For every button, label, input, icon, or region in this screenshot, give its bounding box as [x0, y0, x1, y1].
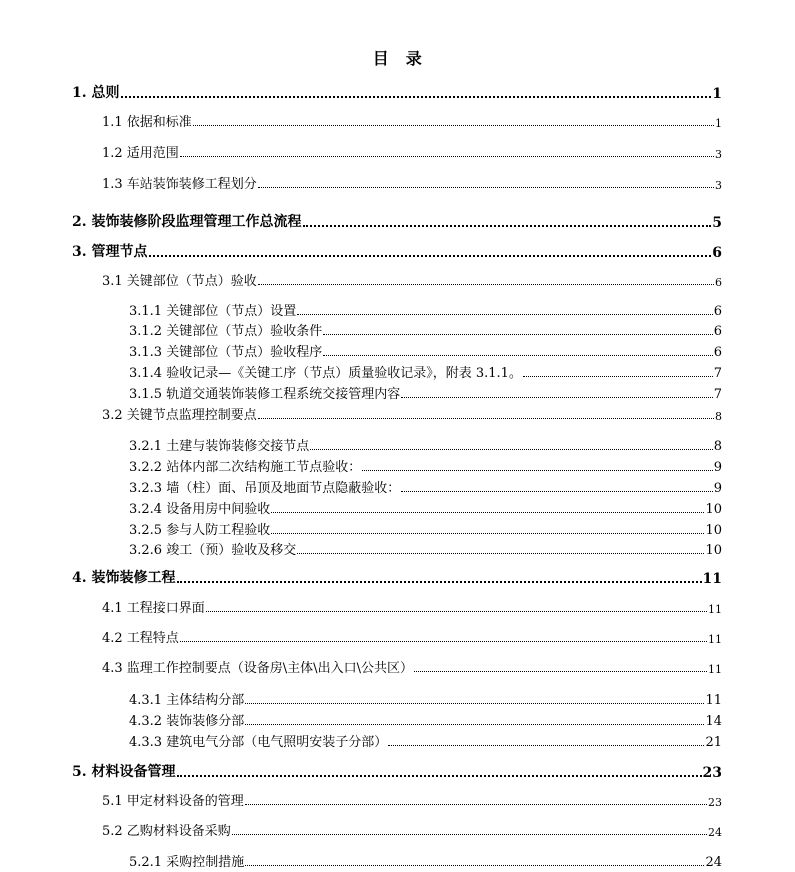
dot-leader — [258, 417, 714, 419]
toc-entry[interactable] — [72, 241, 722, 261]
toc-entry-label: 3. 管理节点 — [72, 244, 148, 260]
toc-entry-page: 6 — [713, 324, 722, 339]
toc-entry-label: 4.1 工程接口界面 — [102, 601, 205, 616]
toc-entry-page: 11 — [708, 633, 722, 646]
toc-entry-label: 5. 材料设备管理 — [72, 764, 176, 780]
dot-leader — [388, 744, 704, 746]
toc-entry-label: 5.1 甲定材料设备的管理 — [102, 794, 244, 809]
dot-leader — [414, 670, 707, 672]
toc-entry-page: 6 — [713, 345, 722, 360]
toc-entry[interactable] — [129, 689, 722, 708]
toc-entry[interactable] — [102, 270, 722, 289]
toc-entry[interactable] — [102, 657, 722, 676]
toc-entry[interactable] — [129, 477, 722, 496]
toc-entry[interactable] — [129, 300, 722, 319]
dot-leader — [245, 803, 707, 805]
dot-leader — [323, 333, 713, 335]
toc-entry-label: 1.2 适用范围 — [102, 146, 179, 161]
toc-entry-label: 4.3.1 主体结构分部 — [129, 693, 245, 708]
toc-entry[interactable] — [129, 498, 722, 517]
toc-entry-page: 1 — [712, 86, 722, 102]
toc-entry[interactable] — [129, 435, 722, 454]
dot-leader — [310, 448, 713, 450]
toc-entry-label: 3.2.5 参与人防工程验收 — [129, 523, 271, 538]
toc-entry-page: 8 — [713, 439, 722, 454]
dot-leader — [206, 610, 707, 612]
toc-entry[interactable] — [129, 731, 722, 750]
toc-entry[interactable] — [129, 341, 722, 360]
toc-entry[interactable] — [102, 790, 722, 809]
toc-entry-label: 1.1 依据和标准 — [102, 115, 192, 130]
toc-entry-label: 3.1.2 关键部位（节点）验收条件 — [129, 324, 323, 339]
dot-leader — [323, 354, 713, 356]
toc-entry-label: 3.1.5 轨道交通装饰装修工程系统交接管理内容 — [129, 387, 401, 402]
toc-entry-page: 5 — [712, 215, 722, 231]
dot-leader — [232, 833, 707, 835]
toc-entry-page: 11 — [702, 571, 722, 587]
toc-entry[interactable] — [102, 597, 722, 616]
toc-entry[interactable] — [102, 173, 722, 192]
toc-entry-page: 9 — [713, 481, 722, 496]
toc-entry[interactable] — [102, 404, 722, 423]
toc-entry-label: 3.2.1 土建与装饰装修交接节点 — [129, 439, 310, 454]
toc-entry[interactable] — [129, 362, 722, 381]
dot-leader — [362, 469, 713, 471]
toc-entry[interactable] — [129, 851, 722, 870]
toc-title: 目 录 — [372, 49, 423, 68]
toc-entry-page: 7 — [713, 366, 722, 381]
toc-entry-label: 4.2 工程特点 — [102, 631, 179, 646]
dot-leader — [258, 283, 714, 285]
dot-leader — [401, 396, 713, 398]
toc-entry[interactable] — [129, 383, 722, 402]
toc-entry[interactable] — [72, 761, 722, 781]
dot-leader — [303, 224, 712, 227]
toc-entry[interactable] — [72, 211, 722, 231]
dot-leader — [180, 640, 707, 642]
toc-entry[interactable] — [72, 82, 722, 102]
toc-entry-page: 7 — [713, 387, 722, 402]
toc-entry-page: 6 — [712, 245, 722, 261]
toc-entry-page: 24 — [705, 855, 722, 870]
toc-entry-page: 23 — [702, 765, 722, 781]
toc-entry[interactable] — [72, 567, 722, 587]
toc-entry[interactable] — [129, 320, 722, 339]
toc-entry[interactable] — [102, 820, 722, 839]
dot-leader — [177, 580, 702, 583]
toc-entry-page: 3 — [715, 179, 722, 192]
dot-leader — [271, 532, 704, 534]
toc-entry-page: 11 — [708, 663, 722, 676]
toc-entry-label: 2. 装饰装修阶段监理管理工作总流程 — [72, 214, 302, 230]
dot-leader — [271, 511, 704, 513]
toc-entry-page: 3 — [715, 148, 722, 161]
toc-entry-page: 10 — [705, 543, 722, 558]
toc-entry[interactable] — [102, 627, 722, 646]
toc-entry[interactable] — [102, 142, 722, 161]
toc-entry-page: 9 — [713, 460, 722, 475]
toc-entry-page: 23 — [708, 796, 722, 809]
dot-leader — [401, 490, 713, 492]
toc-entry-page: 6 — [715, 276, 722, 289]
toc-entry[interactable] — [129, 519, 722, 538]
toc-entry-label: 1.3 车站装饰装修工程划分 — [102, 177, 257, 192]
dot-leader — [180, 155, 714, 157]
dot-leader — [177, 774, 702, 777]
dot-leader — [149, 254, 712, 257]
dot-leader — [258, 186, 714, 188]
toc-entry-label: 3.2.6 竣工（预）验收及移交 — [129, 543, 297, 558]
dot-leader — [193, 124, 714, 126]
toc-entry-label: 4.3 监理工作控制要点（设备房\主体\出入口\公共区） — [102, 661, 413, 676]
dot-leader — [245, 723, 704, 725]
toc-entry-label: 3.1.1 关键部位（节点）设置 — [129, 304, 297, 319]
dot-leader — [297, 552, 704, 554]
toc-entry-page: 11 — [708, 603, 722, 616]
toc-entry[interactable] — [129, 710, 722, 729]
toc-entry-page: 14 — [705, 714, 722, 729]
toc-entry[interactable] — [129, 456, 722, 475]
toc-entry-label: 3.2.4 设备用房中间验收 — [129, 502, 271, 517]
dot-leader — [245, 702, 704, 704]
toc-entry[interactable] — [102, 111, 722, 130]
toc-entry-label: 4.3.2 装饰装修分部 — [129, 714, 245, 729]
toc-entry-label: 3.2.3 墙（柱）面、吊顶及地面节点隐蔽验收： — [129, 481, 401, 496]
toc-entry[interactable] — [129, 539, 722, 558]
toc-entry-label: 1. 总则 — [72, 85, 120, 101]
toc-entry-page: 21 — [705, 735, 722, 750]
toc-entry-label: 4.3.3 建筑电气分部（电气照明安装子分部） — [129, 735, 388, 750]
dot-leader — [297, 313, 713, 315]
toc-entry-page: 24 — [708, 826, 722, 839]
toc-entry-label: 3.1.4 验收记录—《关键工序（节点）质量验收记录》，附表 3.1.1。 — [129, 366, 522, 381]
toc-entry-label: 3.1.3 关键部位（节点）验收程序 — [129, 345, 323, 360]
toc-entry-label: 4. 装饰装修工程 — [72, 570, 176, 586]
toc-entry-page: 6 — [713, 304, 722, 319]
toc-entry-page: 11 — [705, 693, 722, 708]
toc-entry-label: 3.2 关键节点监理控制要点 — [102, 408, 257, 423]
toc-entry-label: 3.2.2 站体内部二次结构施工节点验收： — [129, 460, 362, 475]
toc-entry-label: 3.1 关键部位（节点）验收 — [102, 274, 257, 289]
dot-leader — [121, 95, 712, 98]
toc-entry-label: 5.2.1 采购控制措施 — [129, 855, 245, 870]
dot-leader — [523, 375, 713, 377]
toc-entry-label: 5.2 乙购材料设备采购 — [102, 824, 231, 839]
toc-entry-page: 8 — [715, 410, 722, 423]
toc-entry-page: 10 — [705, 523, 722, 538]
dot-leader — [245, 864, 704, 866]
toc-entry-page: 1 — [715, 117, 722, 130]
toc-entry-page: 10 — [705, 502, 722, 517]
